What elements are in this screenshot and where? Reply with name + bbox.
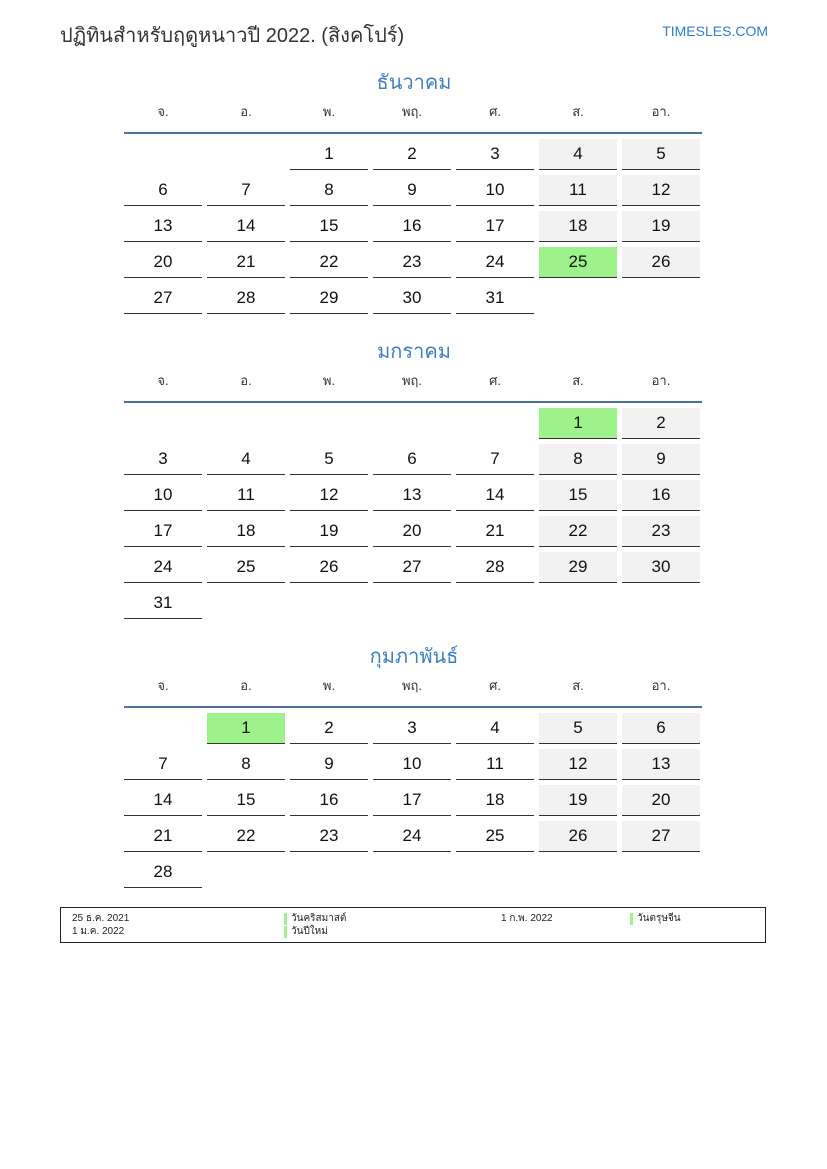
month-title: ธันวาคม — [376, 72, 452, 94]
header-rule — [124, 706, 702, 708]
day-cell: 1 — [539, 408, 617, 439]
header-rule — [124, 132, 702, 134]
weekday-header — [124, 104, 704, 132]
day-cell: 10 — [124, 480, 202, 511]
day-cell: 27 — [622, 821, 700, 852]
week-row — [124, 516, 704, 547]
weekday-label: ส. — [572, 678, 584, 693]
day-cell: 6 — [622, 713, 700, 744]
day-cell: 10 — [373, 749, 451, 780]
week-row — [124, 552, 704, 583]
day-cell: 25 — [539, 247, 617, 278]
day-cell: 6 — [124, 175, 202, 206]
day-cell: 30 — [622, 552, 700, 583]
day-cell: 23 — [622, 516, 700, 547]
day-cell: 8 — [207, 749, 285, 780]
day-cell: 26 — [290, 552, 368, 583]
day-cell: 26 — [622, 247, 700, 278]
legend-date: 1 ก.พ. 2022 — [501, 913, 553, 924]
weekday-label: ส. — [572, 373, 584, 388]
day-cell: 16 — [373, 211, 451, 242]
weekday-label: จ. — [157, 678, 169, 693]
day-cell: 4 — [456, 713, 534, 744]
day-cell: 22 — [539, 516, 617, 547]
weekday-label: อ. — [240, 678, 252, 693]
empty-cell — [124, 408, 202, 438]
day-cell: 9 — [622, 444, 700, 475]
month-title: มกราคม — [377, 341, 451, 363]
weekday-label: อ. — [240, 373, 252, 388]
day-cell: 25 — [207, 552, 285, 583]
day-cell: 28 — [456, 552, 534, 583]
day-cell: 20 — [622, 785, 700, 816]
day-cell: 23 — [290, 821, 368, 852]
day-cell: 14 — [124, 785, 202, 816]
day-cell: 1 — [207, 713, 285, 744]
day-cell: 7 — [124, 749, 202, 780]
day-cell: 4 — [207, 444, 285, 475]
day-cell: 31 — [124, 588, 202, 619]
empty-cell — [290, 588, 368, 618]
day-cell: 9 — [373, 175, 451, 206]
day-cell: 18 — [539, 211, 617, 242]
day-cell: 2 — [622, 408, 700, 439]
day-cell: 21 — [207, 247, 285, 278]
day-cell: 13 — [124, 211, 202, 242]
empty-cell — [124, 139, 202, 169]
week-row — [124, 211, 704, 242]
week-row — [124, 749, 704, 780]
day-cell: 5 — [622, 139, 700, 170]
month-block — [124, 642, 704, 893]
day-cell: 14 — [207, 211, 285, 242]
week-row — [124, 480, 704, 511]
month-title: กุมภาพันธ์ — [369, 646, 459, 668]
day-cell: 29 — [539, 552, 617, 583]
day-cell: 19 — [290, 516, 368, 547]
calendar-grid — [124, 139, 704, 314]
day-cell: 1 — [290, 139, 368, 170]
day-cell: 19 — [622, 211, 700, 242]
empty-cell — [124, 713, 202, 743]
day-cell: 4 — [539, 139, 617, 170]
day-cell: 10 — [456, 175, 534, 206]
weekday-label: อา. — [651, 678, 671, 693]
empty-cell — [290, 857, 368, 887]
day-cell: 12 — [622, 175, 700, 206]
weekday-label: พฤ. — [401, 104, 423, 119]
day-cell: 15 — [539, 480, 617, 511]
day-cell: 18 — [456, 785, 534, 816]
day-cell: 12 — [539, 749, 617, 780]
week-row — [124, 713, 704, 744]
calendar-grid — [124, 408, 704, 619]
week-row — [124, 821, 704, 852]
day-cell: 15 — [207, 785, 285, 816]
week-row — [124, 175, 704, 206]
legend-date: 1 ม.ค. 2022 — [72, 926, 125, 937]
weekday-label: จ. — [157, 373, 169, 388]
day-cell: 21 — [124, 821, 202, 852]
weekday-label: ศ. — [489, 104, 501, 119]
day-cell: 6 — [373, 444, 451, 475]
weekday-label: จ. — [157, 104, 169, 119]
day-cell: 11 — [539, 175, 617, 206]
weekday-label: พ. — [322, 678, 336, 693]
page-title: ปฏิทินสำหรับฤดูหนาวปี 2022. (สิงคโปร์) — [60, 25, 405, 47]
empty-cell — [622, 857, 700, 887]
day-cell: 22 — [290, 247, 368, 278]
day-cell: 15 — [290, 211, 368, 242]
week-row — [124, 588, 704, 619]
empty-cell — [207, 588, 285, 618]
month-block — [124, 337, 704, 624]
weekday-label: อา. — [651, 104, 671, 119]
day-cell: 26 — [539, 821, 617, 852]
day-cell: 18 — [207, 516, 285, 547]
day-cell: 20 — [373, 516, 451, 547]
weekday-label: อ. — [240, 104, 252, 119]
day-cell: 28 — [207, 283, 285, 314]
day-cell: 24 — [373, 821, 451, 852]
weekday-header — [124, 373, 704, 401]
week-row — [124, 785, 704, 816]
day-cell: 9 — [290, 749, 368, 780]
week-row — [124, 283, 704, 314]
empty-cell — [539, 588, 617, 618]
empty-cell — [207, 857, 285, 887]
legend-date: 25 ธ.ค. 2021 — [72, 913, 130, 924]
day-cell: 8 — [539, 444, 617, 475]
day-cell: 17 — [373, 785, 451, 816]
day-cell: 14 — [456, 480, 534, 511]
weekday-label: พฤ. — [401, 678, 423, 693]
empty-cell — [373, 588, 451, 618]
weekday-label: พฤ. — [401, 373, 423, 388]
legend-name: วันปีใหม่ — [284, 926, 328, 938]
empty-cell — [207, 408, 285, 438]
empty-cell — [539, 857, 617, 887]
weekday-label: ศ. — [489, 373, 501, 388]
weekday-label: อา. — [651, 373, 671, 388]
day-cell: 7 — [456, 444, 534, 475]
site-link[interactable]: TIMESLES.COM — [662, 23, 768, 39]
day-cell: 5 — [290, 444, 368, 475]
day-cell: 2 — [290, 713, 368, 744]
empty-cell — [622, 588, 700, 618]
month-block — [124, 68, 704, 319]
week-row — [124, 408, 704, 439]
week-row — [124, 139, 704, 170]
day-cell: 20 — [124, 247, 202, 278]
day-cell: 8 — [290, 175, 368, 206]
day-cell: 28 — [124, 857, 202, 888]
day-cell: 24 — [124, 552, 202, 583]
day-cell: 3 — [373, 713, 451, 744]
day-cell: 3 — [456, 139, 534, 170]
weekday-header — [124, 678, 704, 706]
calendar-grid — [124, 713, 704, 888]
day-cell: 13 — [373, 480, 451, 511]
empty-cell — [456, 408, 534, 438]
day-cell: 29 — [290, 283, 368, 314]
day-cell: 23 — [373, 247, 451, 278]
day-cell: 21 — [456, 516, 534, 547]
week-row — [124, 247, 704, 278]
day-cell: 3 — [124, 444, 202, 475]
weekday-label: พ. — [322, 104, 336, 119]
empty-cell — [373, 408, 451, 438]
weekday-label: พ. — [322, 373, 336, 388]
day-cell: 27 — [373, 552, 451, 583]
day-cell: 24 — [456, 247, 534, 278]
day-cell: 31 — [456, 283, 534, 314]
day-cell: 22 — [207, 821, 285, 852]
day-cell: 17 — [124, 516, 202, 547]
day-cell: 17 — [456, 211, 534, 242]
day-cell: 11 — [456, 749, 534, 780]
day-cell: 2 — [373, 139, 451, 170]
day-cell: 25 — [456, 821, 534, 852]
legend-name: วันคริสมาสต์ — [284, 913, 346, 925]
weekday-label: ส. — [572, 104, 584, 119]
day-cell: 16 — [290, 785, 368, 816]
day-cell: 12 — [290, 480, 368, 511]
week-row — [124, 444, 704, 475]
day-cell: 13 — [622, 749, 700, 780]
legend-name: วันตรุษจีน — [630, 913, 681, 925]
day-cell: 27 — [124, 283, 202, 314]
empty-cell — [456, 857, 534, 887]
empty-cell — [373, 857, 451, 887]
empty-cell — [290, 408, 368, 438]
empty-cell — [622, 283, 700, 313]
day-cell: 7 — [207, 175, 285, 206]
holiday-legend — [60, 907, 766, 943]
day-cell: 11 — [207, 480, 285, 511]
empty-cell — [207, 139, 285, 169]
weekday-label: ศ. — [489, 678, 501, 693]
day-cell: 19 — [539, 785, 617, 816]
week-row — [124, 857, 704, 888]
header-rule — [124, 401, 702, 403]
day-cell: 5 — [539, 713, 617, 744]
day-cell: 30 — [373, 283, 451, 314]
empty-cell — [539, 283, 617, 313]
day-cell: 16 — [622, 480, 700, 511]
empty-cell — [456, 588, 534, 618]
